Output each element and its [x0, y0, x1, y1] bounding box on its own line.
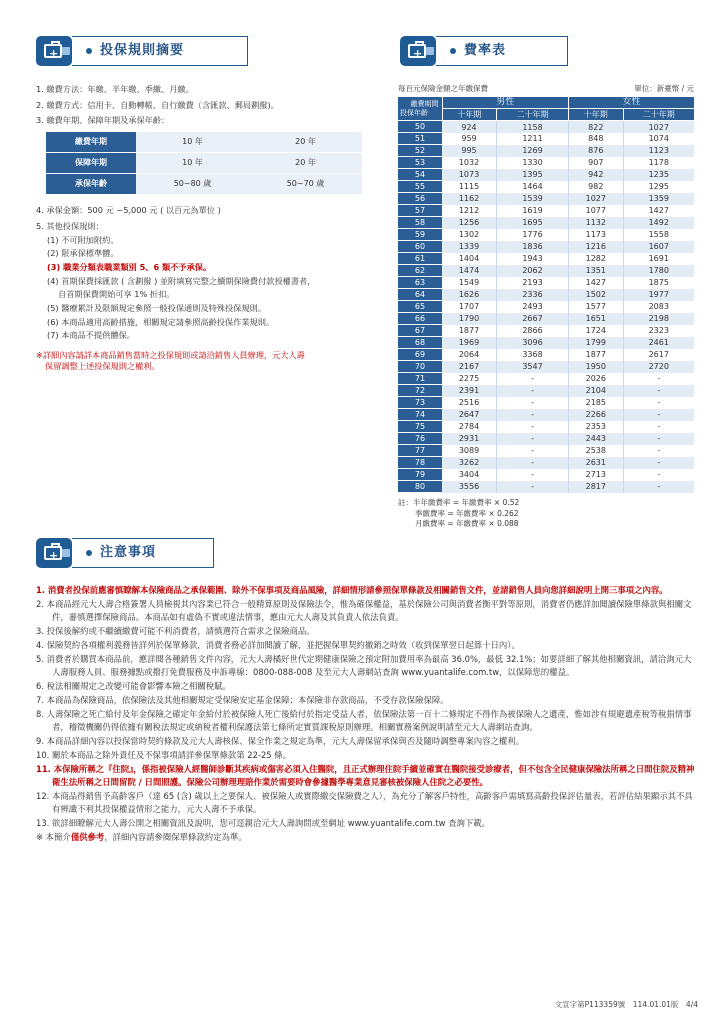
- rate-row: [398, 253, 694, 265]
- rule-sub: (6) 本商品適用高齡措施，相關規定請參照高齡投保作業規則。: [47, 316, 275, 327]
- rate-cell: -: [623, 481, 694, 493]
- rule-line: 5. 其他投保規則：: [36, 221, 104, 232]
- notes-section-title: 注意事項: [100, 544, 157, 560]
- age-cell: 65: [398, 301, 442, 313]
- rate-row: [398, 457, 694, 469]
- rate-caption: 每百元保險金額之年繳保費: [398, 84, 488, 93]
- rate-cell: 1790: [442, 313, 497, 325]
- rate-cell: 1158: [497, 121, 569, 133]
- rate-cell: 1691: [623, 253, 694, 265]
- rate-cell: -: [497, 457, 569, 469]
- rate-section-header: [400, 34, 568, 68]
- term-table-head: 保障年期: [46, 153, 136, 174]
- rule-sub: (5) 醫療累計及限額規定參照一般投保通則及特殊投保規則。: [47, 303, 266, 314]
- rate-cell: 2198: [623, 313, 694, 325]
- rate-cell: -: [623, 445, 694, 457]
- rules-section-header: [36, 34, 248, 68]
- rate-cell: 1404: [442, 253, 497, 265]
- rate-cell: 2647: [442, 409, 497, 421]
- term-table-cell: 50~70 歲: [249, 174, 362, 195]
- age-cell: 51: [398, 133, 442, 145]
- female-header: 女性: [569, 97, 694, 109]
- rate-row: [398, 313, 694, 325]
- rate-cell: 1162: [442, 193, 497, 205]
- rate-row: [398, 361, 694, 373]
- rate-cell: 2167: [442, 361, 497, 373]
- term-table-cell: 50~80 歲: [136, 174, 249, 195]
- rate-cell: 2391: [442, 385, 497, 397]
- rate-row: [398, 349, 694, 361]
- rate-cell: 982: [569, 181, 624, 193]
- age-cell: 77: [398, 445, 442, 457]
- term-table-cell: 20 年: [249, 153, 362, 174]
- rate-note-line: 註：半年繳費率 = 年繳費率 × 0.52: [398, 498, 520, 508]
- term-table-head: 承保年齡: [46, 174, 136, 195]
- note-item: 13. 欲詳細瞭解元大人壽公開之相關資訊及說明，您可逕親洽元大人壽詢問或至網址 www.yuantalife.com.tw 查詢下載。: [36, 818, 490, 829]
- rate-row: [398, 397, 694, 409]
- rate-cell: 3262: [442, 457, 497, 469]
- rate-cell: 2185: [569, 397, 624, 409]
- rate-notes: [398, 498, 694, 528]
- rate-cell: 1607: [623, 241, 694, 253]
- rate-cell: 3547: [497, 361, 569, 373]
- notes-body: [36, 584, 698, 845]
- rate-cell: 2026: [569, 373, 624, 385]
- rule-sub: (2) 限承保標準體。: [47, 248, 119, 259]
- age-cell: 62: [398, 265, 442, 277]
- rule-line: 2. 繳費方式：信用卡、自動轉帳、自行繳費（含匯款、郵局劃撥)。: [36, 99, 279, 110]
- rate-cell: 1282: [569, 253, 624, 265]
- rate-cell: -: [623, 457, 694, 469]
- rate-cell: 1351: [569, 265, 624, 277]
- rate-section-title: 費率表: [464, 42, 507, 58]
- rate-section: [398, 84, 694, 529]
- rate-cell: 1492: [623, 217, 694, 229]
- rate-cell: 1073: [442, 169, 497, 181]
- rate-cell: 1395: [497, 169, 569, 181]
- medical-kit-icon: +: [400, 36, 436, 66]
- note-item: 10. 關於本商品之除外責任及不保事項請詳參保單條款第 22-25 條。: [36, 750, 292, 761]
- age-cell: 50: [398, 121, 442, 133]
- age-cell: 63: [398, 277, 442, 289]
- rate-cell: 2461: [623, 337, 694, 349]
- age-cell: 68: [398, 337, 442, 349]
- rate-cell: 2443: [569, 433, 624, 445]
- rate-cell: 1077: [569, 205, 624, 217]
- rate-cell: 2713: [569, 469, 624, 481]
- rate-row: [398, 265, 694, 277]
- rate-cell: 1427: [569, 277, 624, 289]
- rate-cell: -: [497, 409, 569, 421]
- term-table-cell: 10 年: [136, 132, 249, 153]
- rate-cell: -: [497, 481, 569, 493]
- age-cell: 78: [398, 457, 442, 469]
- rate-cell: 1651: [569, 313, 624, 325]
- age-cell: 64: [398, 289, 442, 301]
- rate-cell: 1173: [569, 229, 624, 241]
- rate-cell: 2538: [569, 445, 624, 457]
- rate-cell: 2667: [497, 313, 569, 325]
- rate-cell: -: [623, 385, 694, 397]
- rate-cell: 1359: [623, 193, 694, 205]
- rate-cell: -: [497, 445, 569, 457]
- rate-cell: -: [623, 421, 694, 433]
- rate-cell: 1235: [623, 169, 694, 181]
- rules-body: [36, 84, 366, 371]
- rate-cell: 1027: [623, 121, 694, 133]
- male-header: 男性: [442, 97, 569, 109]
- age-cell: 80: [398, 481, 442, 493]
- rate-cell: -: [497, 397, 569, 409]
- rate-cell: -: [497, 469, 569, 481]
- age-cell: 66: [398, 313, 442, 325]
- footer-doc-id: 文宣字第P113359號 114.01.01版 4/4: [554, 1000, 698, 1009]
- rate-row: [398, 181, 694, 193]
- rate-row: [398, 217, 694, 229]
- rate-row: [398, 205, 694, 217]
- rate-cell: 2104: [569, 385, 624, 397]
- age-cell: 79: [398, 469, 442, 481]
- rate-cell: 2193: [497, 277, 569, 289]
- disclaimer-emphasis: 僅供參考: [70, 832, 105, 843]
- rate-cell: 2720: [623, 361, 694, 373]
- age-cell: 70: [398, 361, 442, 373]
- note-item: 3. 投保後解約或不繼續繳費可能不利消費者，請慎選符合需求之保險商品。: [36, 626, 315, 637]
- rate-cell: 2631: [569, 457, 624, 469]
- age-cell: 59: [398, 229, 442, 241]
- rate-row: [398, 289, 694, 301]
- rate-cell: -: [497, 421, 569, 433]
- rate-row: [398, 121, 694, 133]
- rate-cell: 2516: [442, 397, 497, 409]
- rate-cell: 1836: [497, 241, 569, 253]
- rate-cell: -: [623, 409, 694, 421]
- rate-row: [398, 469, 694, 481]
- age-cell: 75: [398, 421, 442, 433]
- rate-cell: 1427: [623, 205, 694, 217]
- age-cell: 72: [398, 385, 442, 397]
- rate-cell: -: [497, 385, 569, 397]
- age-cell: 56: [398, 193, 442, 205]
- rate-cell: 1977: [623, 289, 694, 301]
- rate-row: [398, 169, 694, 181]
- rate-cell: 1724: [569, 325, 624, 337]
- rate-cell: -: [497, 373, 569, 385]
- rate-cell: 2062: [497, 265, 569, 277]
- rule-line: 1. 繳費方法：年繳、半年繳、季繳、月繳。: [36, 84, 194, 94]
- rate-cell: 3096: [497, 337, 569, 349]
- age-cell: 60: [398, 241, 442, 253]
- rate-cell: 2353: [569, 421, 624, 433]
- rate-cell: 1132: [569, 217, 624, 229]
- rate-cell: -: [623, 373, 694, 385]
- rate-cell: 2784: [442, 421, 497, 433]
- rate-cell: 2323: [623, 325, 694, 337]
- age-cell: 74: [398, 409, 442, 421]
- age-cell: 52: [398, 145, 442, 157]
- rate-cell: -: [623, 397, 694, 409]
- note-item: 7. 本商品為保險商品，依保險法及其他相關規定受保險安定基金保障；本保險非存款商品，不受存款保險保障。: [36, 695, 449, 706]
- rate-cell: -: [623, 433, 694, 445]
- rate-row: [398, 157, 694, 169]
- age-cell: 57: [398, 205, 442, 217]
- rate-cell: 1780: [623, 265, 694, 277]
- rate-row: [398, 325, 694, 337]
- rate-row: [398, 145, 694, 157]
- rate-cell: 1799: [569, 337, 624, 349]
- rate-cell: 1302: [442, 229, 497, 241]
- rate-cell: 924: [442, 121, 497, 133]
- rate-note-line: 季繳費率 = 年繳費率 × 0.262: [415, 508, 519, 518]
- rate-cell: 1539: [497, 193, 569, 205]
- rate-cell: 1269: [497, 145, 569, 157]
- rate-row: [398, 445, 694, 457]
- rate-cell: 2083: [623, 301, 694, 313]
- age-cell: 53: [398, 157, 442, 169]
- ten-year-header: 十年期: [442, 109, 497, 121]
- rate-row: [398, 433, 694, 445]
- rules-remark-line: ※詳細內容請詳本商品銷售當時之投保規則或請洽銷售人員辦理，元大人壽: [36, 350, 305, 361]
- note-item: 6. 稅法相關規定之改變可能會影響本險之相關稅賦。: [36, 681, 231, 692]
- rate-cell: 1626: [442, 289, 497, 301]
- rate-cell: 959: [442, 133, 497, 145]
- rate-cell: 3556: [442, 481, 497, 493]
- rate-row: [398, 373, 694, 385]
- age-cell: 76: [398, 433, 442, 445]
- note-item: 4. 保險契約各項權利義務皆詳列於保單條款，消費者務必詳加閱讀了解，並把握保單契約撤銷之時效（收到保單翌日起算十日內）。: [36, 640, 520, 651]
- rule-line: 4. 承保金額：500 元 ~5,000 元 ( 以百元為單位 ): [36, 205, 221, 216]
- rate-cell: 1707: [442, 301, 497, 313]
- rate-row: [398, 409, 694, 421]
- note-item: 9. 本商品詳細內容以投保當時契約條款及元大人壽核保、保全作業之規定為準，元大人壽保留承保與否及隨時調整專案內容之權利。: [36, 736, 525, 747]
- rate-cell: 1123: [623, 145, 694, 157]
- rate-cell: 1178: [623, 157, 694, 169]
- rule-line: 3. 繳費年期、保障年期及承保年齡：: [36, 115, 170, 126]
- age-cell: 55: [398, 181, 442, 193]
- rate-cell: 1115: [442, 181, 497, 193]
- note-disclaimer: [36, 831, 698, 844]
- rate-cell: 1695: [497, 217, 569, 229]
- rate-row: [398, 241, 694, 253]
- rate-cell: 1877: [442, 325, 497, 337]
- note-item: 8. 人壽保險之死亡給付及年金保險之確定年金給付於被保險人死亡後給付於指定受益人者，依保險法第一百十二條規定不得作為被保險人之遺產，惟如涉有規避遺產稅等稅捐情事者，稽徵機關仍得依據有關稅法規定或納稅者權利保護法第七條所定實質課稅原則辦理。相關實務案例說明請至元大人壽網站查詢。: [36, 709, 692, 733]
- term-table-cell: 20 年: [249, 132, 362, 153]
- term-table: [46, 132, 362, 196]
- rate-cell: 995: [442, 145, 497, 157]
- rate-cell: 2866: [497, 325, 569, 337]
- rate-row: [398, 301, 694, 313]
- rate-cell: 2336: [497, 289, 569, 301]
- rules-section-title: 投保規則摘要: [100, 42, 185, 58]
- rate-cell: 1619: [497, 205, 569, 217]
- note-item: 5. 消費者於購買本商品前，應詳閱各種銷售文件內容，元大人壽橘好世代定期健康保險之預定附加費用率為最高 36.0%，最低 32.1%；如要詳細了解其他相關資訊，請洽詢元大人壽服務人員、服務據點或撥打免費服務及申訴專線：0800-088-008 及至元大人壽網站查詢 www.yuantalife.com.tw，以保障您的權益。: [36, 654, 692, 678]
- rate-cell: 2266: [569, 409, 624, 421]
- rate-cell: 1877: [569, 349, 624, 361]
- age-cell: 67: [398, 325, 442, 337]
- rule-sub-warning: (3) 職業分類表職業類別 5、6 類不予承保。: [47, 262, 212, 273]
- rule-sub: (7) 本商品不提供體保。: [47, 330, 135, 341]
- corner-age-label: 投保年齡: [400, 108, 428, 117]
- rate-cell: 1339: [442, 241, 497, 253]
- rate-cell: 1295: [623, 181, 694, 193]
- rate-cell: 2275: [442, 373, 497, 385]
- age-cell: 71: [398, 373, 442, 385]
- rate-cell: 1950: [569, 361, 624, 373]
- rate-row: [398, 229, 694, 241]
- rate-cell: -: [497, 433, 569, 445]
- disclaimer-pre: ※ 本簡介: [36, 832, 71, 843]
- rate-cell: 1330: [497, 157, 569, 169]
- rate-row: [398, 385, 694, 397]
- rate-cell: -: [623, 469, 694, 481]
- twenty-year-header: 二十年期: [497, 109, 569, 121]
- age-cell: 61: [398, 253, 442, 265]
- rate-cell: 1212: [442, 205, 497, 217]
- rules-remark-line: 保留調整上述投保規則之權利。: [45, 360, 160, 371]
- rate-cell: 3089: [442, 445, 497, 457]
- rate-cell: 1256: [442, 217, 497, 229]
- rate-cell: 876: [569, 145, 624, 157]
- rate-cell: 1558: [623, 229, 694, 241]
- rules-remark: [36, 350, 366, 371]
- rate-cell: 848: [569, 133, 624, 145]
- rate-cell: 942: [569, 169, 624, 181]
- rate-cell: 1027: [569, 193, 624, 205]
- rate-row: [398, 337, 694, 349]
- rule-sub: 自首期保費開始可享 1% 折扣。: [58, 289, 175, 300]
- rate-row: [398, 481, 694, 493]
- rate-cell: 1464: [497, 181, 569, 193]
- medical-kit-icon: +: [36, 36, 72, 66]
- rate-cell: 1549: [442, 277, 497, 289]
- rate-cell: 1211: [497, 133, 569, 145]
- rate-cell: 1032: [442, 157, 497, 169]
- rate-cell: 1474: [442, 265, 497, 277]
- rate-cell: 1875: [623, 277, 694, 289]
- rate-cell: 1969: [442, 337, 497, 349]
- ten-year-header: 十年期: [569, 109, 624, 121]
- rate-cell: 2064: [442, 349, 497, 361]
- rate-cell: 2493: [497, 301, 569, 313]
- twenty-year-header: 二十年期: [623, 109, 694, 121]
- rate-row: [398, 421, 694, 433]
- rate-cell: 2617: [623, 349, 694, 361]
- age-cell: 69: [398, 349, 442, 361]
- rate-cell: 1943: [497, 253, 569, 265]
- term-table-head: 繳費年期: [46, 132, 136, 153]
- rate-cell: 3404: [442, 469, 497, 481]
- premium-rate-table: [398, 97, 694, 494]
- term-table-cell: 10 年: [136, 153, 249, 174]
- rate-note-line: 月繳費率 = 年繳費率 × 0.088: [415, 518, 519, 528]
- age-cell: 54: [398, 169, 442, 181]
- rate-cell: 1074: [623, 133, 694, 145]
- rate-row: [398, 133, 694, 145]
- age-cell: 73: [398, 397, 442, 409]
- disclaimer-post: ，詳細內容請參閱保單條款約定為準。: [104, 832, 247, 843]
- rate-cell: 907: [569, 157, 624, 169]
- note-item: 11. 本保險所稱之『住院』，係指被保險人經醫師診斷其疾病或傷害必須入住醫院，且正式辦理住院手續並確實在醫院接受診療者，但不包含全民健康保險法所稱之日間住院及精神衛生法所稱之日間留院 / 日間照護。保險公司辦理理賠作業於需要時會參據醫學專業意見審核被保險人住院之必要性。: [36, 764, 695, 788]
- rate-row: [398, 193, 694, 205]
- rate-row: [398, 277, 694, 289]
- rate-cell: 1577: [569, 301, 624, 313]
- notes-section-header: [36, 536, 214, 570]
- note-item: 1. 消費者投保前應審慎瞭解本保險商品之承保範圍、除外不保事項及商品風險，詳細情形請參照保單條款及相關銷售文件，並請銷售人員向您詳細說明上開三事項之內容。: [36, 585, 668, 595]
- table-corner: [398, 97, 442, 121]
- rate-cell: 1216: [569, 241, 624, 253]
- rate-cell: 2817: [569, 481, 624, 493]
- medical-kit-icon: +: [36, 538, 72, 568]
- rule-sub: (4) 首期保費採匯款 ( 含劃撥 ) 並附填寫完整之續期保險費付款授權書者，: [47, 275, 316, 286]
- rate-cell: 3368: [497, 349, 569, 361]
- rate-cell: 822: [569, 121, 624, 133]
- rule-sub: (1) 不可附加附約。: [47, 234, 119, 245]
- rate-cell: 2931: [442, 433, 497, 445]
- note-item: 2. 本商品經元大人壽合格簽署人員檢視其內容業已符合一般精算原則及保險法令，惟為確保權益，基於保險公司與消費者衡平對等原則，消費者仍應詳加閱讀保險單條款與相關文件，審慎選擇保險商品。本商品如有虛偽不實或違法情事，應由元大人壽及其負責人依法負責。: [36, 599, 692, 623]
- rate-unit: 單位：新臺幣 / 元: [634, 84, 694, 93]
- rate-cell: 1502: [569, 289, 624, 301]
- corner-period-label: 繳費期間: [410, 99, 439, 108]
- note-item: 12. 本商品得銷售予高齡客戶（達 65 (含) 歲以上之要保人、被保險人或實際繳交保險費之人），為充分了解客戶特性，高齡客戶需填寫高齡投保評估量表，若評估結果顯示其不具有辨識不利其投保權益情形之能力，元大人壽不予承保。: [36, 791, 693, 815]
- rate-cell: 1776: [497, 229, 569, 241]
- age-cell: 58: [398, 217, 442, 229]
